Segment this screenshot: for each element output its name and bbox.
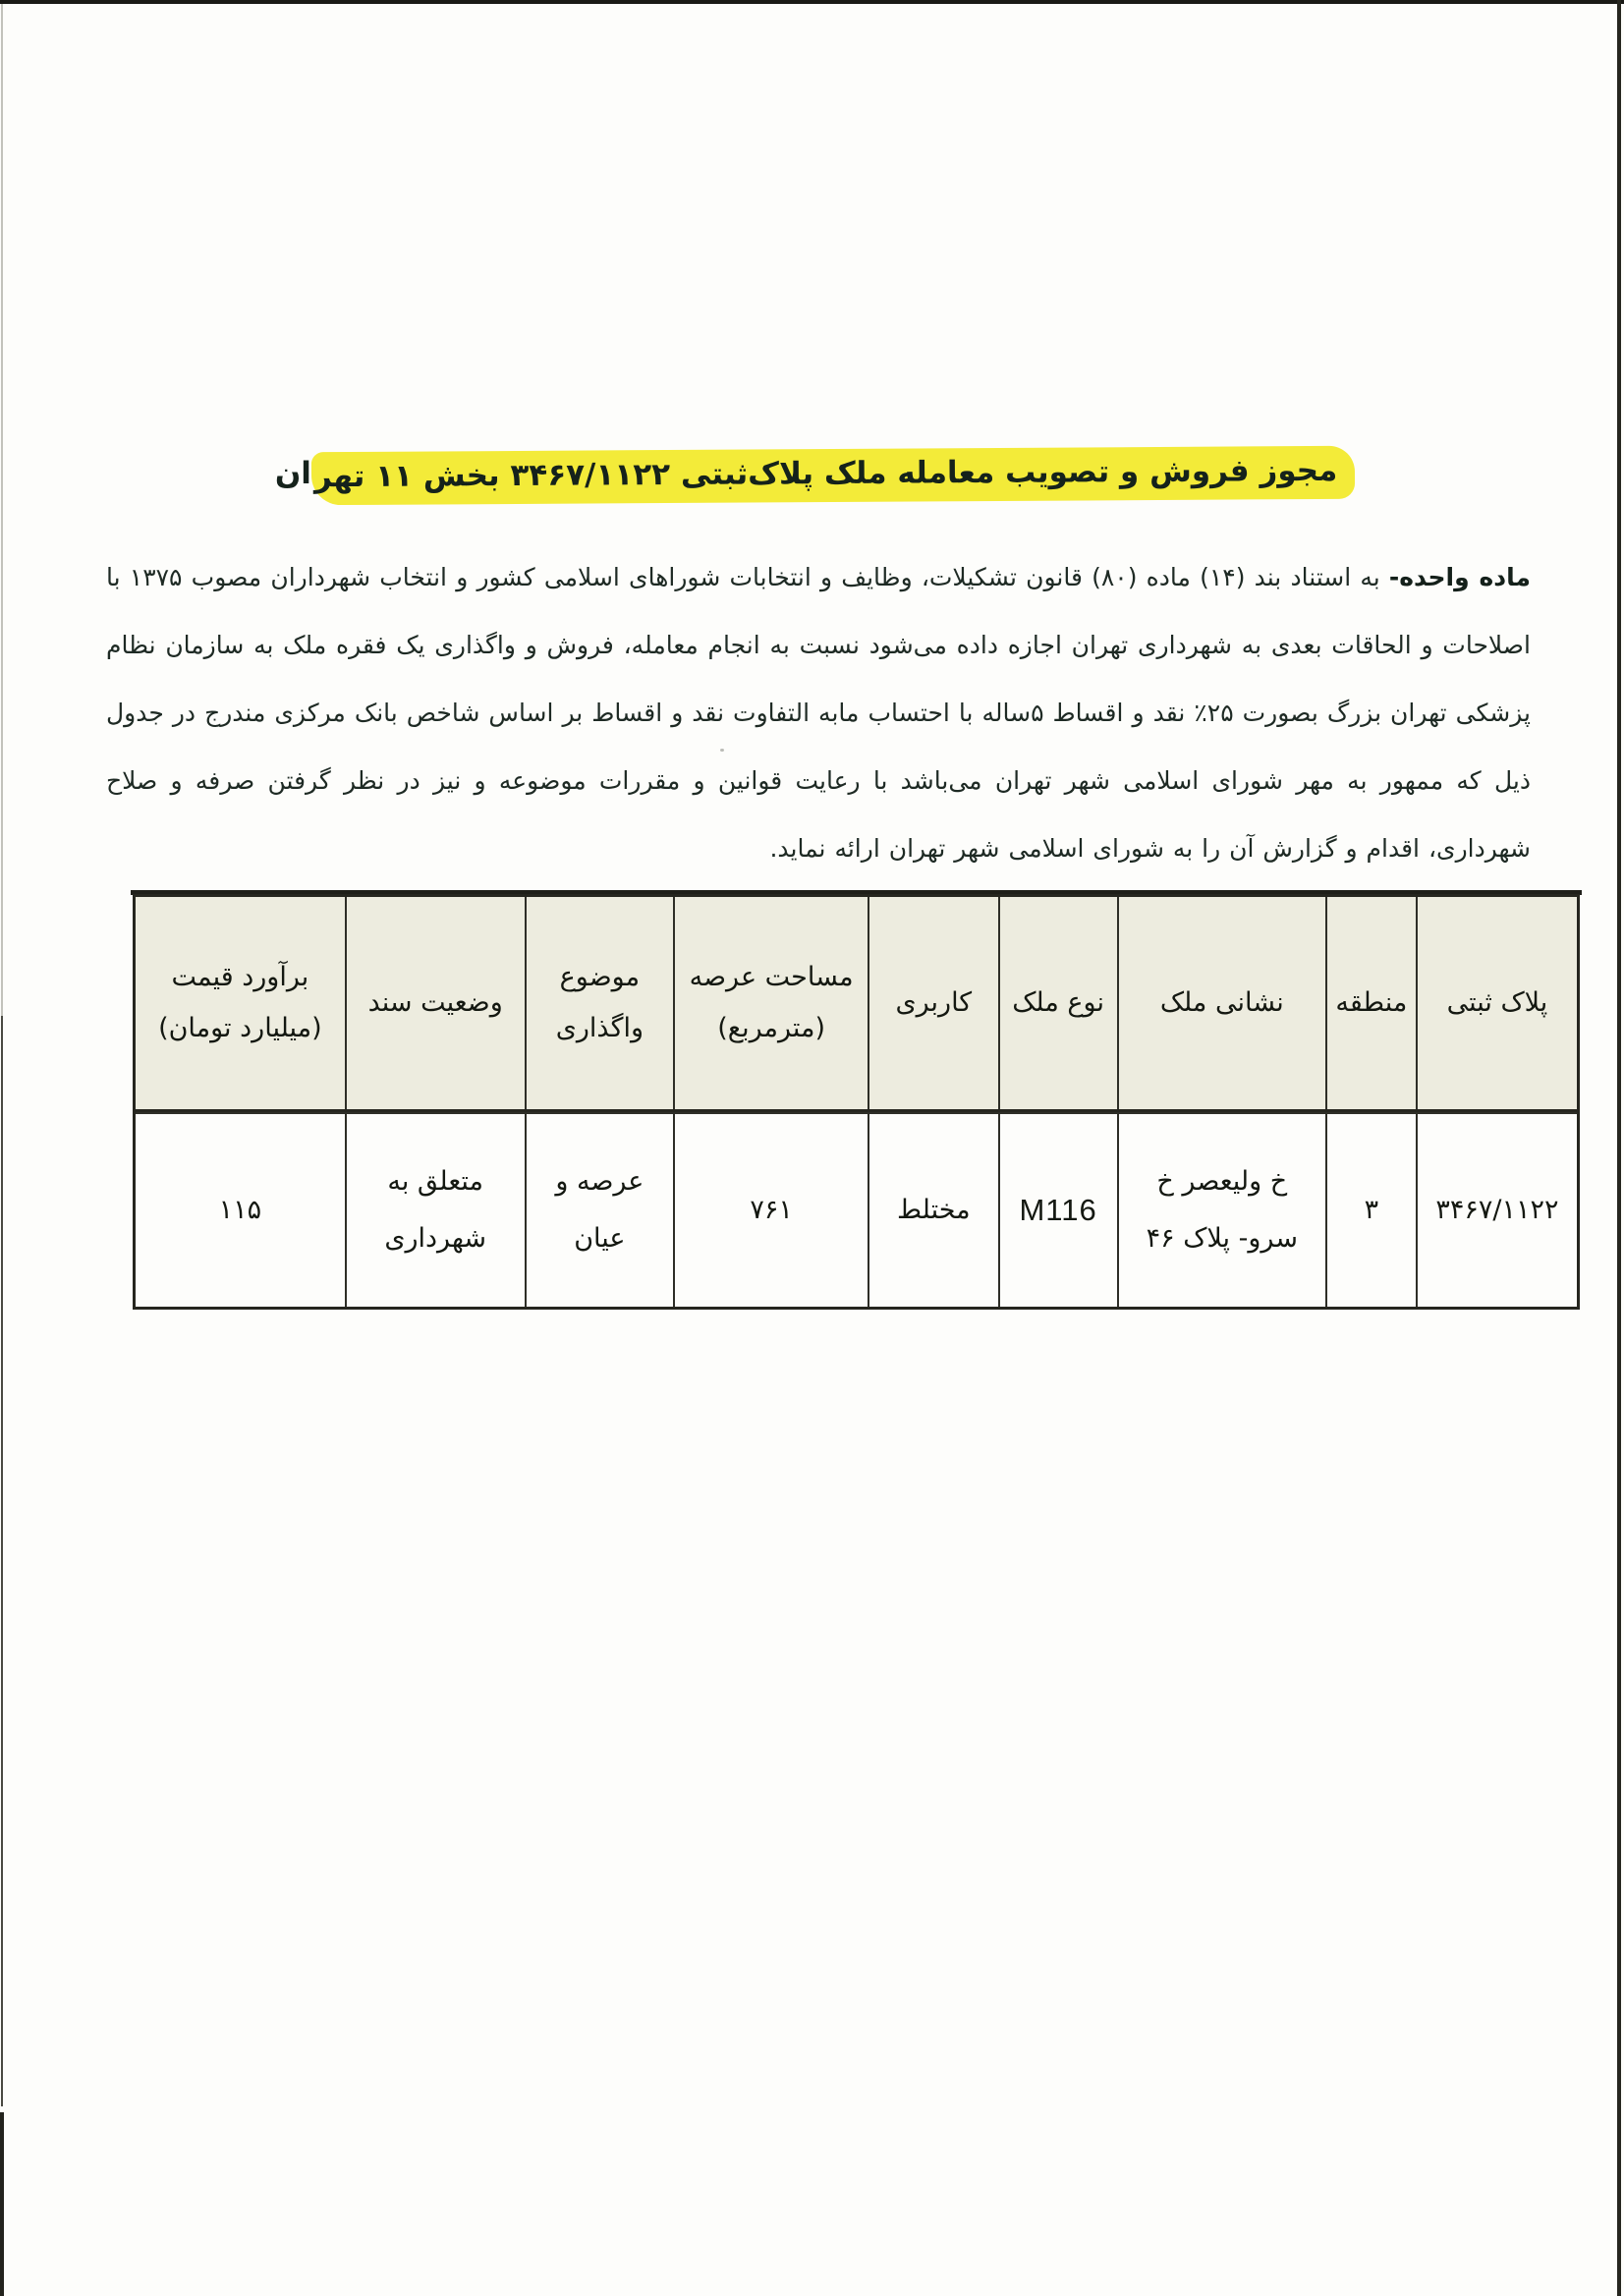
scan-edge-left-lower [0,2112,4,2296]
paragraph-lead: ماده واحده- [1388,563,1531,591]
table-data-row [135,1113,1579,1308]
cell-land-use: مختلط [868,1113,998,1308]
cell-deed-status: متعلق به شهرداری [346,1113,526,1308]
cell-district: ۳ [1326,1113,1417,1308]
paragraph-text: به استناد بند (۱۴) ماده (۸۰) قانون تشکیلات، وظایف و انتخابات شوراهای اسلامی کشور و انتخاب شهرداران مصوب ۱۳۷۵ با اصلاحات و الحاقات بعدی به شهرداری تهران اجازه داده می‌شود نسبت به انجام معامله، فروش و واگذاری یک فقره ملک به سازمان نظام پزشکی تهران بزرگ بصورت ۲۵٪ نقد و اقساط ۵ساله با احتساب مابه التفاوت نقد و اقساط بر اساس شاخص بانک مرکزی مندرج در جدول ذیل که ممهور به مهر شورای اسلامی شهر تهران می‌باشد با رعایت قوانین و مقررات موضوعه و نیز در نظر گرفتن صرفه و صلاح شهرداری، اقدام و گزارش آن را به شورای اسلامی شهر تهران ارائه نماید. [106,563,1532,863]
col-header-property-type: نوع ملک [999,896,1118,1111]
cell-registration-plate: ۳۴۶۷/۱۱۲۲ [1417,1113,1579,1308]
document-title [0,449,1624,502]
title-tail: ان [274,455,311,491]
property-table [133,894,1580,1310]
scan-edge-right [1617,0,1621,2296]
col-header-registration-plate: پلاک ثبتی [1417,896,1579,1111]
scan-edge-left-mid [1,1016,3,2106]
cell-transfer-subject: عرصه و عیان [526,1113,675,1308]
cell-estimated-price: ۱۱۵ [135,1113,346,1308]
cell-property-address: خ ولیعصر خ سرو- پلاک ۴۶ [1118,1113,1326,1308]
col-header-land-area: مساحت عرصه (مترمربع) [674,896,868,1111]
body-paragraph [106,543,1531,882]
col-header-estimated-price: برآورد قیمت (میلیارد تومان) [135,896,346,1111]
cell-land-area: ۷۶۱ [674,1113,868,1308]
col-header-district: منطقه [1326,896,1417,1111]
scan-edge-left-upper [1,4,3,1016]
col-header-land-use: کاربری [868,896,998,1111]
table-header-row [135,896,1579,1111]
col-header-transfer-subject: موضوع واگذاری [526,896,675,1111]
title-highlight: مجوز فروش و تصویب معامله ملک پلاک‌ثبتی ۳۴۶۷/۱۱۲۲ بخش ۱۱ تهر [311,446,1356,505]
col-header-deed-status: وضعیت سند [346,896,526,1111]
col-header-property-address: نشانی ملک [1118,896,1326,1111]
cell-property-type: M116 [999,1113,1118,1308]
scan-edge-top [0,0,1624,4]
